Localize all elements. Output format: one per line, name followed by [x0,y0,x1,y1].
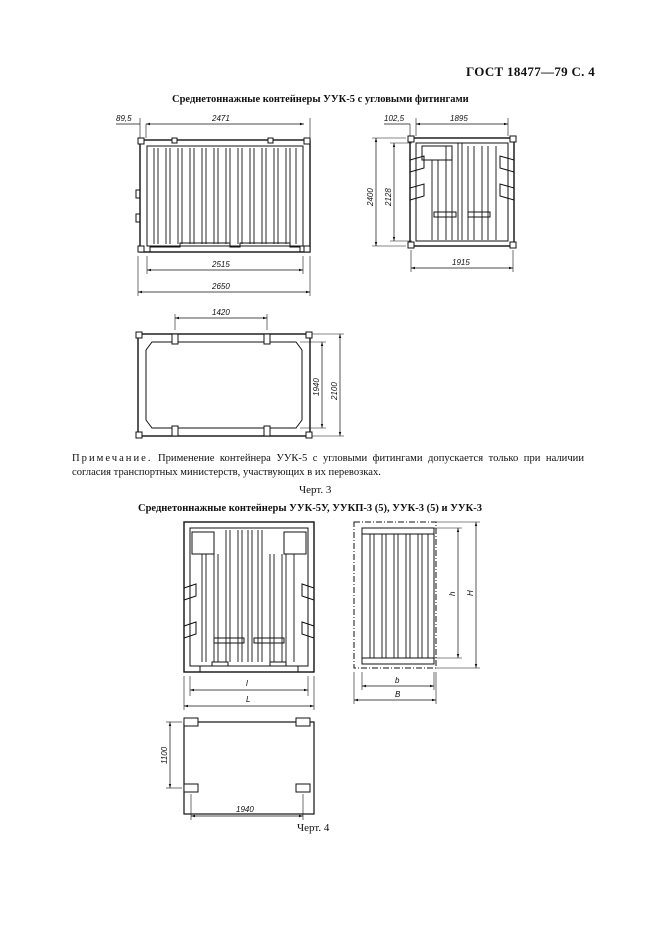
page-header: ГОСТ 18477—79 С. 4 [466,64,596,79]
dim-side-B: B [395,690,401,699]
figure-caption-3: Черт. 3 [299,484,332,496]
dim-plan-1940: 1940 [236,805,254,814]
dim-plan-1100: 1100 [160,746,169,764]
dim-front-overall: 2650 [212,282,230,291]
dim-plan-top: 1420 [212,308,230,317]
dim-front-l: l [246,679,248,688]
dim-side-h: h [448,591,457,596]
note-text: Применение контейнера УУК-5 с угловыми фитингами допускается только при наличии согласия транспортных министерств, участвующих в их перевозках. [72,453,584,478]
dim-front-L: L [246,695,251,704]
front-view-uuk5 [116,118,310,296]
figure-caption-4: Черт. 4 [297,822,330,834]
dim-side-b: b [395,676,400,685]
dim-front-top: 2471 [212,114,230,123]
dim-side-H: H [466,590,475,596]
dim-side-height-inner: 2128 [384,188,393,206]
front-view-series [184,522,314,710]
dim-side-top: 1895 [450,114,468,123]
dim-side-offset: 102,5 [384,114,405,123]
section-title-2: Среднетоннажные контейнеры УУК-5У, УУКП-3 (5), УУК-3 (5) и УУК-3 [138,503,482,514]
section-title-1: Среднетоннажные контейнеры УУК-5 с угловыми фитингами [172,94,469,105]
note-paragraph [72,452,584,480]
side-view-series [354,522,480,704]
note-label: Примечание. [72,453,153,464]
dim-plan-height-inner: 1940 [312,378,321,396]
dim-front-offset: 89,5 [116,114,132,123]
dim-side-height-outer: 2400 [366,188,375,206]
dim-plan-height-outer: 2100 [330,382,339,400]
dim-front-inner: 2515 [212,260,230,269]
dim-side-bottom: 1915 [452,258,470,267]
side-view-uuk5 [372,118,516,272]
plan-view-uuk5 [136,314,344,438]
